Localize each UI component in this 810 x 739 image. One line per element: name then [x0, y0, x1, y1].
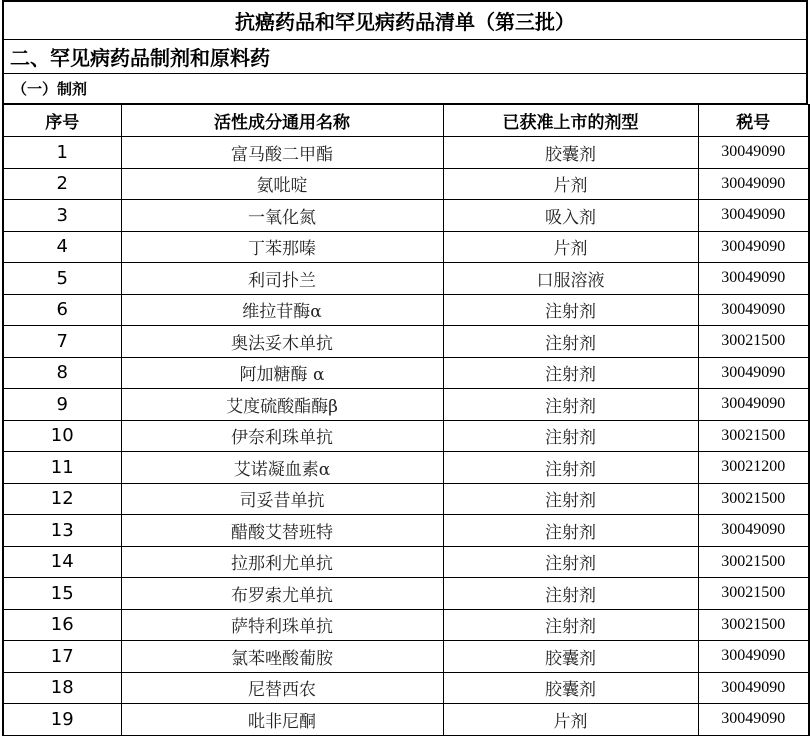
row-serial-number: 15 — [3, 578, 121, 610]
table-row — [3, 641, 809, 673]
table-row — [3, 515, 809, 547]
row-dosage-form: 注射剂 — [443, 546, 698, 578]
row-tax-code: 30049090 — [698, 231, 809, 263]
row-tax-code: 30049090 — [698, 515, 809, 547]
row-dosage-form: 胶囊剂 — [443, 672, 698, 704]
row-serial-number: 9 — [3, 389, 121, 421]
row-tax-code: 30021500 — [698, 578, 809, 610]
row-dosage-form: 注射剂 — [443, 483, 698, 515]
row-active-ingredient: 富马酸二甲酯 — [121, 137, 443, 169]
drug-list-sheet — [2, 0, 808, 736]
row-tax-code: 30049090 — [698, 294, 809, 326]
row-tax-code: 30021200 — [698, 452, 809, 484]
row-serial-number: 18 — [3, 672, 121, 704]
row-active-ingredient: 萨特利珠单抗 — [121, 609, 443, 641]
table-row — [3, 672, 809, 704]
row-active-ingredient: 司妥昔单抗 — [121, 483, 443, 515]
row-tax-code: 30049090 — [698, 168, 809, 200]
header-dosage-form: 已获准上市的剂型 — [443, 105, 698, 137]
table-row — [3, 357, 809, 389]
row-serial-number: 16 — [3, 609, 121, 641]
row-serial-number: 7 — [3, 326, 121, 358]
table-row — [3, 168, 809, 200]
document-title: 抗癌药品和罕见病药品清单（第三批） — [2, 0, 808, 40]
table-row — [3, 452, 809, 484]
section-heading: 二、罕见病药品制剂和原料药 — [2, 40, 808, 74]
row-active-ingredient: 艾诺凝血素α — [121, 452, 443, 484]
row-active-ingredient: 伊奈利珠单抗 — [121, 420, 443, 452]
drug-table — [2, 104, 810, 736]
row-dosage-form: 注射剂 — [443, 389, 698, 421]
header-active-ingredient: 活性成分通用名称 — [121, 105, 443, 137]
table-row — [3, 704, 809, 736]
row-active-ingredient: 奥法妥木单抗 — [121, 326, 443, 358]
row-dosage-form: 胶囊剂 — [443, 137, 698, 169]
table-row — [3, 578, 809, 610]
row-dosage-form: 注射剂 — [443, 357, 698, 389]
row-active-ingredient: 醋酸艾替班特 — [121, 515, 443, 547]
row-serial-number: 10 — [3, 420, 121, 452]
row-dosage-form: 片剂 — [443, 168, 698, 200]
row-serial-number: 17 — [3, 641, 121, 673]
row-dosage-form: 注射剂 — [443, 420, 698, 452]
table-row — [3, 609, 809, 641]
row-tax-code: 30021500 — [698, 609, 809, 641]
row-dosage-form: 注射剂 — [443, 609, 698, 641]
row-tax-code: 30021500 — [698, 546, 809, 578]
row-serial-number: 8 — [3, 357, 121, 389]
table-row — [3, 389, 809, 421]
table-row — [3, 263, 809, 295]
row-serial-number: 12 — [3, 483, 121, 515]
row-tax-code: 30021500 — [698, 326, 809, 358]
table-row — [3, 231, 809, 263]
row-dosage-form: 注射剂 — [443, 294, 698, 326]
row-serial-number: 11 — [3, 452, 121, 484]
table-row — [3, 326, 809, 358]
row-serial-number: 13 — [3, 515, 121, 547]
row-dosage-form: 注射剂 — [443, 326, 698, 358]
row-serial-number: 2 — [3, 168, 121, 200]
header-serial-number: 序号 — [3, 105, 121, 137]
row-tax-code: 30049090 — [698, 200, 809, 232]
row-tax-code: 30049090 — [698, 357, 809, 389]
row-tax-code: 30049090 — [698, 263, 809, 295]
table-header-row — [3, 105, 809, 137]
row-serial-number: 3 — [3, 200, 121, 232]
row-serial-number: 5 — [3, 263, 121, 295]
row-active-ingredient: 氨吡啶 — [121, 168, 443, 200]
row-dosage-form: 胶囊剂 — [443, 641, 698, 673]
row-tax-code: 30049090 — [698, 389, 809, 421]
row-dosage-form: 注射剂 — [443, 515, 698, 547]
row-dosage-form: 片剂 — [443, 231, 698, 263]
row-active-ingredient: 一氧化氮 — [121, 200, 443, 232]
row-dosage-form: 注射剂 — [443, 578, 698, 610]
row-active-ingredient: 布罗索尤单抗 — [121, 578, 443, 610]
row-active-ingredient: 艾度硫酸酯酶β — [121, 389, 443, 421]
row-dosage-form: 口服溶液 — [443, 263, 698, 295]
row-active-ingredient: 氯苯唑酸葡胺 — [121, 641, 443, 673]
row-serial-number: 1 — [3, 137, 121, 169]
row-active-ingredient: 利司扑兰 — [121, 263, 443, 295]
row-active-ingredient: 吡非尼酮 — [121, 704, 443, 736]
row-serial-number: 4 — [3, 231, 121, 263]
row-dosage-form: 片剂 — [443, 704, 698, 736]
row-serial-number: 19 — [3, 704, 121, 736]
row-dosage-form: 吸入剂 — [443, 200, 698, 232]
row-tax-code: 30049090 — [698, 137, 809, 169]
header-tax-code: 税号 — [698, 105, 809, 137]
row-tax-code: 30049090 — [698, 704, 809, 736]
row-dosage-form: 注射剂 — [443, 452, 698, 484]
table-row — [3, 294, 809, 326]
table-row — [3, 420, 809, 452]
row-active-ingredient: 维拉苷酶α — [121, 294, 443, 326]
table-row — [3, 137, 809, 169]
row-tax-code: 30049090 — [698, 641, 809, 673]
row-tax-code: 30021500 — [698, 483, 809, 515]
subsection-heading: （一）制剂 — [2, 74, 808, 104]
table-row — [3, 200, 809, 232]
row-active-ingredient: 尼替西农 — [121, 672, 443, 704]
row-tax-code: 30021500 — [698, 420, 809, 452]
row-tax-code: 30049090 — [698, 672, 809, 704]
row-active-ingredient: 阿加糖酶 α — [121, 357, 443, 389]
table-row — [3, 483, 809, 515]
table-row — [3, 546, 809, 578]
row-serial-number: 6 — [3, 294, 121, 326]
row-active-ingredient: 丁苯那嗪 — [121, 231, 443, 263]
row-serial-number: 14 — [3, 546, 121, 578]
row-active-ingredient: 拉那利尤单抗 — [121, 546, 443, 578]
